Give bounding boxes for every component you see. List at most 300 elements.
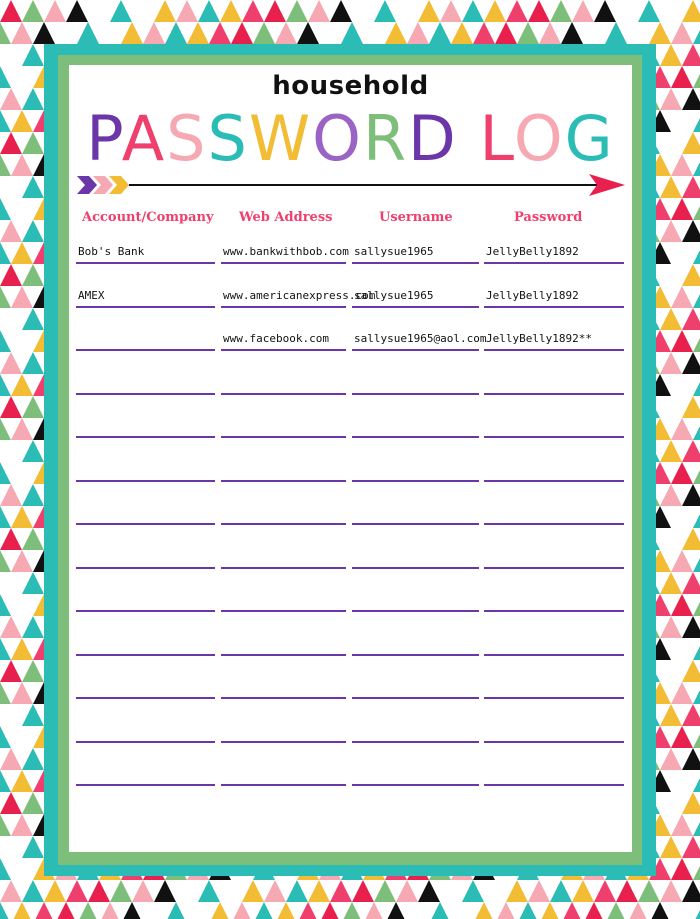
- pattern-triangle: [154, 0, 176, 22]
- pattern-triangle: [22, 792, 44, 814]
- pattern-triangle: [0, 902, 11, 919]
- pattern-triangle: [693, 418, 700, 440]
- pattern-triangle: [22, 484, 44, 506]
- pattern-triangle: [0, 506, 11, 528]
- pattern-triangle: [374, 880, 396, 902]
- entry-line-username: [352, 393, 479, 395]
- pattern-triangle: [11, 198, 33, 220]
- pattern-triangle: [11, 110, 33, 132]
- pattern-triangle: [143, 902, 165, 919]
- pattern-triangle: [693, 858, 700, 880]
- entry-password[interactable]: JellyBelly1892: [486, 289, 579, 302]
- pattern-triangle: [539, 902, 561, 919]
- pattern-triangle: [187, 902, 209, 919]
- pattern-triangle: [176, 0, 198, 22]
- title-letter: O: [513, 102, 565, 175]
- pattern-triangle: [660, 616, 682, 638]
- pattern-triangle: [506, 880, 528, 902]
- pattern-triangle: [363, 902, 385, 919]
- pattern-triangle: [682, 220, 700, 242]
- pattern-triangle: [198, 880, 220, 902]
- entry-line-password: [484, 436, 624, 438]
- pattern-triangle: [341, 902, 363, 919]
- pattern-triangle: [462, 880, 484, 902]
- entry-line-username: [352, 697, 479, 699]
- entry-line-web: [221, 610, 346, 612]
- pattern-triangle: [264, 0, 286, 22]
- pattern-triangle: [671, 110, 693, 132]
- entry-username[interactable]: sallysue1965: [354, 245, 434, 258]
- pattern-triangle: [22, 528, 44, 550]
- entry-web[interactable]: www.americanexpress.com: [223, 289, 376, 302]
- pattern-triangle: [440, 880, 462, 902]
- pattern-triangle: [440, 0, 462, 22]
- pattern-triangle: [396, 0, 418, 22]
- pattern-triangle: [660, 396, 682, 418]
- pattern-triangle: [231, 22, 253, 44]
- pattern-triangle: [0, 198, 11, 220]
- pattern-triangle: [286, 880, 308, 902]
- pattern-triangle: [517, 22, 539, 44]
- pattern-triangle: [660, 660, 682, 682]
- pattern-triangle: [0, 176, 22, 198]
- pattern-triangle: [660, 792, 682, 814]
- pattern-triangle: [671, 242, 693, 264]
- pattern-triangle: [11, 374, 33, 396]
- pattern-triangle: [0, 462, 11, 484]
- pattern-triangle: [286, 0, 308, 22]
- pattern-triangle: [682, 748, 700, 770]
- column-header-username: Username: [379, 210, 453, 225]
- entry-line-web: [221, 436, 346, 438]
- pattern-triangle: [154, 880, 176, 902]
- pattern-triangle: [682, 396, 700, 418]
- pattern-triangle: [77, 22, 99, 44]
- entry-line-account: [76, 784, 215, 786]
- pattern-triangle: [11, 330, 33, 352]
- title-letter: R: [362, 102, 409, 175]
- pattern-triangle: [682, 484, 700, 506]
- pattern-triangle: [671, 550, 693, 572]
- pattern-triangle: [671, 418, 693, 440]
- entry-line-username: [352, 784, 479, 786]
- pattern-triangle: [165, 902, 187, 919]
- pattern-triangle: [297, 22, 319, 44]
- pattern-triangle: [627, 902, 649, 919]
- pattern-triangle: [693, 66, 700, 88]
- entry-line-username: [352, 306, 479, 308]
- pattern-triangle: [22, 220, 44, 242]
- pattern-triangle: [0, 704, 22, 726]
- pattern-triangle: [330, 880, 352, 902]
- pattern-triangle: [11, 902, 33, 919]
- pattern-triangle: [242, 0, 264, 22]
- pattern-triangle: [693, 682, 700, 704]
- pattern-triangle: [176, 880, 198, 902]
- pattern-triangle: [11, 286, 33, 308]
- pattern-triangle: [0, 726, 11, 748]
- pattern-triangle: [297, 902, 319, 919]
- pattern-triangle: [11, 726, 33, 748]
- pattern-triangle: [0, 352, 22, 374]
- pattern-triangle: [22, 396, 44, 418]
- pattern-triangle: [11, 638, 33, 660]
- pattern-triangle: [671, 506, 693, 528]
- pattern-triangle: [220, 0, 242, 22]
- pattern-triangle: [693, 110, 700, 132]
- pattern-triangle: [0, 748, 22, 770]
- pattern-triangle: [22, 132, 44, 154]
- pattern-triangle: [451, 22, 473, 44]
- subtitle-household: household: [272, 71, 429, 101]
- pattern-triangle: [187, 22, 209, 44]
- pattern-triangle: [0, 44, 22, 66]
- entry-line-web: [221, 262, 346, 264]
- pattern-triangle: [341, 22, 363, 44]
- entry-line-web: [221, 784, 346, 786]
- entry-line-username: [352, 436, 479, 438]
- pattern-triangle: [671, 66, 693, 88]
- pattern-triangle: [0, 880, 22, 902]
- pattern-triangle: [693, 154, 700, 176]
- entry-password[interactable]: JellyBelly1892: [486, 245, 579, 258]
- pattern-triangle: [0, 418, 11, 440]
- pattern-triangle: [0, 528, 22, 550]
- entry-username[interactable]: sallysue1965: [354, 289, 434, 302]
- pattern-triangle: [660, 0, 682, 22]
- pattern-triangle: [0, 484, 22, 506]
- pattern-triangle: [22, 660, 44, 682]
- pattern-triangle: [682, 616, 700, 638]
- pattern-triangle: [660, 704, 682, 726]
- column-header-account: Account/Company: [82, 210, 214, 225]
- pattern-triangle: [693, 550, 700, 572]
- title-letter: D: [408, 102, 458, 175]
- pattern-triangle: [693, 330, 700, 352]
- pattern-triangle: [671, 594, 693, 616]
- pattern-triangle: [418, 0, 440, 22]
- entry-line-password: [484, 523, 624, 525]
- pattern-triangle: [682, 528, 700, 550]
- entry-line-username: [352, 741, 479, 743]
- entry-line-password: [484, 480, 624, 482]
- pattern-triangle: [561, 22, 583, 44]
- pattern-triangle: [55, 22, 77, 44]
- pattern-triangle: [374, 0, 396, 22]
- pattern-triangle: [0, 594, 11, 616]
- pattern-triangle: [693, 374, 700, 396]
- pattern-triangle: [594, 880, 616, 902]
- pattern-triangle: [0, 682, 11, 704]
- pattern-triangle: [682, 264, 700, 286]
- pattern-triangle: [396, 880, 418, 902]
- pattern-triangle: [0, 110, 11, 132]
- pattern-triangle: [0, 264, 22, 286]
- pattern-triangle: [0, 308, 22, 330]
- pattern-triangle: [242, 880, 264, 902]
- pattern-triangle: [583, 902, 605, 919]
- pattern-triangle: [110, 880, 132, 902]
- entry-username[interactable]: sallysue1965@aol.com: [354, 332, 487, 345]
- entry-password[interactable]: JellyBelly1892**: [486, 332, 592, 345]
- pattern-triangle: [99, 902, 121, 919]
- pattern-triangle: [671, 638, 693, 660]
- pattern-triangle: [682, 44, 700, 66]
- pattern-triangle: [660, 352, 682, 374]
- pattern-triangle: [0, 858, 11, 880]
- pattern-triangle: [594, 0, 616, 22]
- pattern-triangle: [693, 286, 700, 308]
- pattern-triangle: [693, 506, 700, 528]
- pattern-triangle: [319, 902, 341, 919]
- pattern-triangle: [11, 154, 33, 176]
- pattern-triangle: [682, 660, 700, 682]
- pattern-triangle: [363, 22, 385, 44]
- pattern-triangle: [66, 0, 88, 22]
- entry-line-account: [76, 436, 215, 438]
- pattern-triangle: [671, 286, 693, 308]
- pattern-triangle: [671, 858, 693, 880]
- pattern-triangle: [473, 902, 495, 919]
- pattern-triangle: [22, 0, 44, 22]
- pattern-triangle: [572, 880, 594, 902]
- pattern-triangle: [506, 0, 528, 22]
- pattern-triangle: [22, 352, 44, 374]
- pattern-triangle: [0, 242, 11, 264]
- pattern-triangle: [22, 748, 44, 770]
- pattern-triangle: [11, 66, 33, 88]
- pattern-triangle: [616, 880, 638, 902]
- pattern-triangle: [308, 0, 330, 22]
- pattern-triangle: [671, 154, 693, 176]
- title-letter: P: [86, 102, 122, 175]
- pattern-triangle: [44, 0, 66, 22]
- pattern-triangle: [385, 902, 407, 919]
- pattern-triangle: [407, 22, 429, 44]
- pattern-triangle: [132, 0, 154, 22]
- pattern-triangle: [110, 0, 132, 22]
- page-title: [69, 99, 632, 179]
- entry-line-web: [221, 567, 346, 569]
- pattern-triangle: [165, 22, 187, 44]
- pattern-triangle: [561, 902, 583, 919]
- entry-web[interactable]: www.facebook.com: [223, 332, 329, 345]
- entry-line-password: [484, 697, 624, 699]
- pattern-triangle: [605, 22, 627, 44]
- pattern-triangle: [660, 308, 682, 330]
- pattern-triangle: [484, 0, 506, 22]
- pattern-triangle: [0, 572, 22, 594]
- pattern-triangle: [253, 902, 275, 919]
- pattern-triangle: [682, 572, 700, 594]
- pattern-triangle: [451, 902, 473, 919]
- pattern-triangle: [572, 0, 594, 22]
- pattern-triangle: [121, 902, 143, 919]
- entry-line-password: [484, 262, 624, 264]
- entry-line-password: [484, 741, 624, 743]
- pattern-triangle: [671, 726, 693, 748]
- pattern-triangle: [671, 198, 693, 220]
- entry-line-username: [352, 523, 479, 525]
- pattern-triangle: [275, 22, 297, 44]
- pattern-triangle: [352, 880, 374, 902]
- pattern-triangle: [22, 264, 44, 286]
- pattern-triangle: [660, 440, 682, 462]
- pattern-triangle: [660, 220, 682, 242]
- pattern-triangle: [11, 418, 33, 440]
- pattern-triangle: [517, 902, 539, 919]
- pattern-triangle: [528, 880, 550, 902]
- entry-line-username: [352, 349, 479, 351]
- pattern-triangle: [660, 528, 682, 550]
- arrow-divider-icon: [69, 168, 632, 198]
- pattern-triangle: [11, 242, 33, 264]
- pattern-triangle: [0, 638, 11, 660]
- pattern-triangle: [0, 836, 22, 858]
- pattern-triangle: [11, 858, 33, 880]
- pattern-triangle: [693, 770, 700, 792]
- pattern-triangle: [22, 880, 44, 902]
- pattern-triangle: [22, 308, 44, 330]
- pattern-triangle: [627, 22, 649, 44]
- pattern-triangle: [0, 616, 22, 638]
- pattern-triangle: [0, 220, 22, 242]
- pattern-triangle: [693, 22, 700, 44]
- entry-line-web: [221, 306, 346, 308]
- column-header-web-address: Web Address: [239, 210, 333, 225]
- pattern-triangle: [33, 22, 55, 44]
- entry-line-account: [76, 697, 215, 699]
- pattern-triangle: [22, 836, 44, 858]
- entry-line-account: [76, 523, 215, 525]
- pattern-triangle: [418, 880, 440, 902]
- pattern-triangle: [682, 88, 700, 110]
- pattern-triangle: [429, 902, 451, 919]
- pattern-triangle: [660, 880, 682, 902]
- column-header-password: Password: [514, 210, 583, 225]
- pattern-triangle: [0, 132, 22, 154]
- pattern-triangle: [0, 88, 22, 110]
- pattern-triangle: [649, 22, 671, 44]
- pattern-triangle: [660, 176, 682, 198]
- pattern-triangle: [528, 0, 550, 22]
- entry-line-password: [484, 393, 624, 395]
- entry-line-web: [221, 349, 346, 351]
- pattern-triangle: [616, 0, 638, 22]
- entry-account[interactable]: Bob's Bank: [78, 245, 145, 258]
- pattern-triangle: [88, 0, 110, 22]
- pattern-triangle: [682, 308, 700, 330]
- pattern-triangle: [693, 638, 700, 660]
- entry-line-username: [352, 610, 479, 612]
- entry-web[interactable]: www.bankwithbob.com: [223, 245, 349, 258]
- pattern-triangle: [0, 792, 22, 814]
- pattern-triangle: [0, 770, 11, 792]
- pattern-triangle: [638, 0, 660, 22]
- title-letter: O: [312, 102, 363, 175]
- title-letter: A: [121, 102, 167, 175]
- pattern-triangle: [22, 704, 44, 726]
- pattern-triangle: [22, 440, 44, 462]
- pattern-triangle: [682, 132, 700, 154]
- pattern-triangle: [22, 572, 44, 594]
- pattern-triangle: [0, 154, 11, 176]
- pattern-triangle: [198, 0, 220, 22]
- pattern-triangle: [473, 22, 495, 44]
- pattern-triangle: [682, 352, 700, 374]
- pattern-triangle: [660, 88, 682, 110]
- pattern-triangle: [682, 836, 700, 858]
- pattern-triangle: [132, 880, 154, 902]
- pattern-triangle: [649, 902, 671, 919]
- pattern-triangle: [682, 176, 700, 198]
- pattern-triangle: [0, 660, 22, 682]
- pattern-triangle: [11, 770, 33, 792]
- pattern-triangle: [539, 22, 561, 44]
- pattern-triangle: [22, 176, 44, 198]
- pattern-triangle: [693, 242, 700, 264]
- pattern-triangle: [660, 836, 682, 858]
- pattern-triangle: [11, 550, 33, 572]
- entry-line-web: [221, 480, 346, 482]
- pattern-triangle: [693, 726, 700, 748]
- pattern-triangle: [550, 0, 572, 22]
- pattern-triangle: [0, 374, 11, 396]
- entry-line-password: [484, 567, 624, 569]
- pattern-triangle: [22, 44, 44, 66]
- entry-account[interactable]: AMEX: [78, 289, 105, 302]
- pattern-triangle: [605, 902, 627, 919]
- entry-line-username: [352, 480, 479, 482]
- pattern-triangle: [0, 0, 22, 22]
- title-letter: S: [207, 102, 249, 175]
- password-log-sheet: [69, 65, 632, 852]
- title-letter: W: [248, 102, 313, 175]
- pattern-triangle: [693, 198, 700, 220]
- pattern-triangle: [88, 880, 110, 902]
- entry-line-web: [221, 523, 346, 525]
- pattern-triangle: [660, 264, 682, 286]
- pattern-triangle: [693, 814, 700, 836]
- entry-line-password: [484, 349, 624, 351]
- entry-line-account: [76, 610, 215, 612]
- pattern-triangle: [671, 902, 693, 919]
- pattern-triangle: [0, 440, 22, 462]
- pattern-triangle: [352, 0, 374, 22]
- pattern-triangle: [407, 902, 429, 919]
- entry-line-account: [76, 741, 215, 743]
- pattern-triangle: [693, 902, 700, 919]
- pattern-triangle: [462, 0, 484, 22]
- pattern-triangle: [33, 902, 55, 919]
- pattern-triangle: [660, 484, 682, 506]
- entry-line-account: [76, 262, 215, 264]
- entry-line-web: [221, 393, 346, 395]
- entry-line-web: [221, 654, 346, 656]
- pattern-triangle: [671, 330, 693, 352]
- pattern-triangle: [671, 22, 693, 44]
- entry-line-password: [484, 784, 624, 786]
- entry-line-account: [76, 393, 215, 395]
- entry-line-username: [352, 654, 479, 656]
- pattern-triangle: [11, 594, 33, 616]
- pattern-triangle: [671, 814, 693, 836]
- pattern-triangle: [55, 902, 77, 919]
- pattern-triangle: [11, 22, 33, 44]
- pattern-triangle: [22, 616, 44, 638]
- pattern-triangle: [11, 682, 33, 704]
- pattern-triangle: [660, 572, 682, 594]
